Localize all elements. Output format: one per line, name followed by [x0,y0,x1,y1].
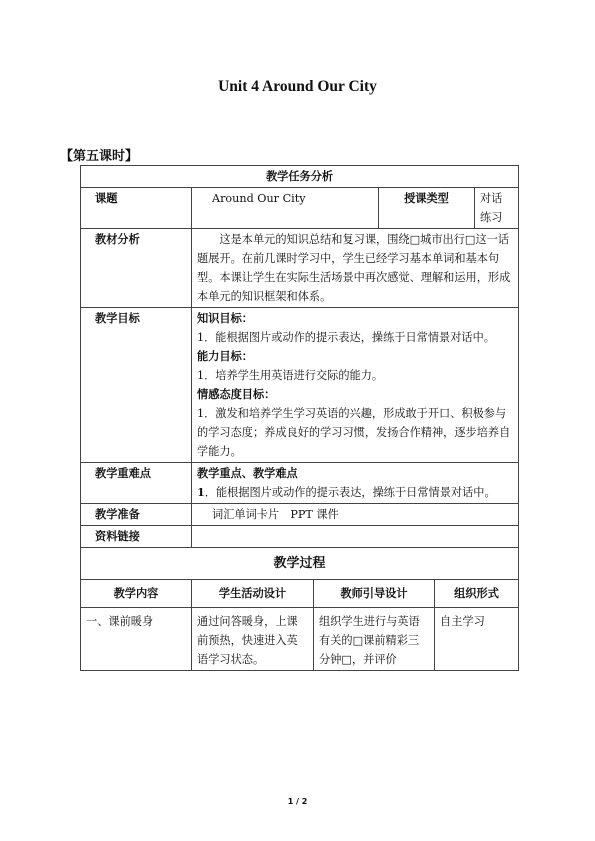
process-header-row [81,548,519,580]
resources-label: 资料链接 [81,526,192,548]
material-text: 这是本单元的知识总结和复习课，围绕□城市出行□这一话题展开。在前几课时学习中，学生已经学习基本单词和基本句型。本课让学生在实际生活场景中再次感觉、理解和运用，形成本单元的知识框架和体系。 [192,229,519,308]
column-form: 组织形式 [435,580,519,608]
column-student: 学生活动设计 [192,580,314,608]
column-content: 教学内容 [81,580,192,608]
prep-value: 词汇单词卡片 PPT 课件 [192,504,519,526]
keypoints-text: ．能根据图片或动作的提示表达，操练于日常情景对话中。 [204,486,496,499]
resources-value [192,526,519,548]
analysis-header: 教学任务分析 [81,166,519,188]
prep-row [81,504,519,526]
process-header: 教学过程 [81,548,519,580]
type-value: 对话练习 [475,188,519,229]
keypoints-row [81,463,519,504]
topic-label: 课题 [81,188,192,229]
goal-knowledge-text: 1．能根据图片或动作的提示表达，操练于日常情景对话中。 [197,331,495,344]
prep-label: 教学准备 [81,504,192,526]
document-title: Unit 4 Around Our City [218,78,377,95]
row-content: 一、课前暖身 [81,608,192,671]
lesson-label: 【第五课时】 [60,149,139,164]
row-student: 通过问答暖身，上课前预热，快速进入英语学习状态。 [192,608,314,671]
goals-row [81,308,519,463]
goal-ability-text: 1．培养学生用英语进行交际的能力。 [197,369,384,382]
goal-ability-title: 能力目标： [197,350,253,363]
analysis-header-row [81,166,519,188]
keypoints-label: 教学重难点 [81,463,192,504]
keypoints-title: 教学重点、教学难点 [197,467,298,480]
material-row [81,229,519,308]
keypoints-item [197,483,513,502]
keypoints-cell [192,463,519,504]
process-row [81,608,519,671]
goals-label: 教学目标 [81,308,192,463]
resources-row [81,526,519,548]
topic-value: Around Our City [192,188,379,229]
type-label: 授课类型 [379,188,475,229]
page-number: 1 / 2 [287,797,308,806]
process-columns-row [81,580,519,608]
goal-emotion-title: 情感态度目标： [197,388,276,401]
goals-cell [192,308,519,463]
lesson-plan-table [80,165,519,671]
row-teacher: 组织学生进行与英语有关的□课前精彩三分钟□，并评价 [314,608,435,671]
material-label: 教材分析 [81,229,192,308]
topic-row [81,188,519,229]
keypoints-num: 1 [197,485,205,499]
goal-knowledge-title: 知识目标： [197,312,253,325]
row-form: 自主学习 [435,608,519,671]
column-teacher: 教师引导设计 [314,580,435,608]
goal-emotion-text: 1．激发和培养学生学习英语的兴趣，形成敢于开口、积极参与的学习态度；养成良好的学习习惯，发扬合作精神，逐步培养自学能力。 [197,407,511,458]
